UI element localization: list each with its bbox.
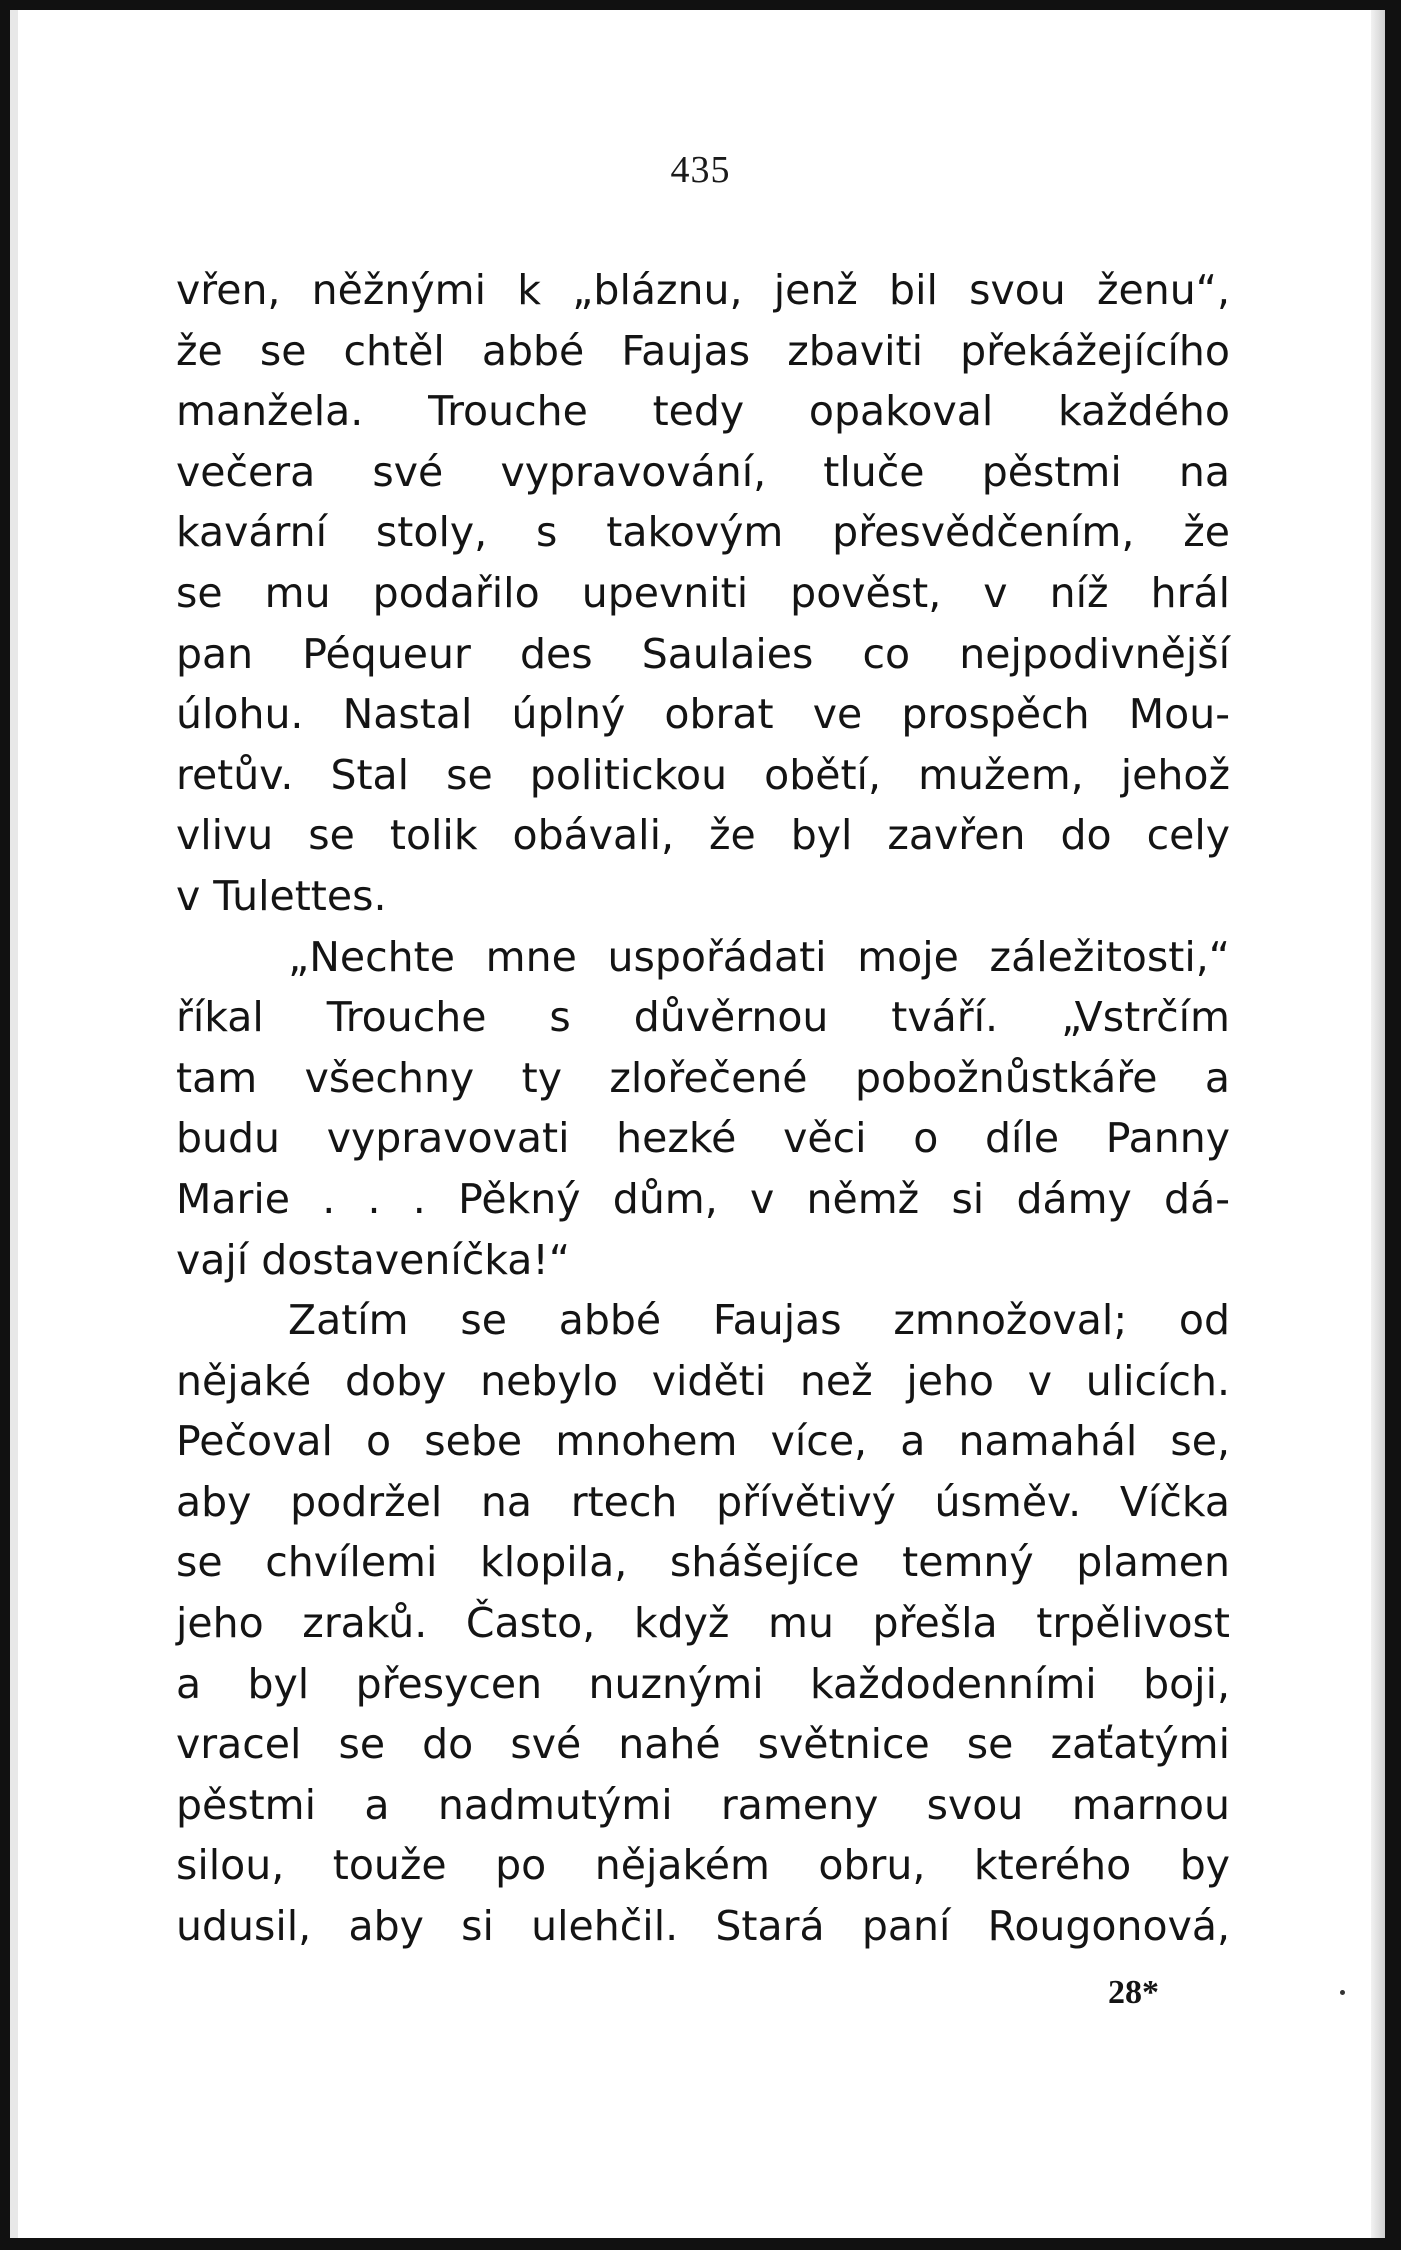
text-line-13: říkal Trouche s důvěrnou tváří. „Vstrčím [176,993,1230,1042]
text-line-4: večera své vypravování, tluče pěstmi na [176,447,1230,496]
text-line-25: vracel se do své nahé světnice se zaťatými [176,1720,1230,1769]
text-line-17: vají dostaveníčka!“ [176,1235,571,1284]
text-line-11: v Tulettes. [176,871,387,920]
printer-signature-mark: 28* [1108,1974,1159,2011]
text-line-21: aby podržel na rtech přívětivý úsměv. Víčka [176,1477,1230,1526]
scan-border-top [0,0,1401,10]
page-gutter-right [1371,10,1385,2250]
page-number: 435 [670,149,731,191]
text-line-2: že se chtěl abbé Faujas zbaviti překážejícího [176,326,1230,375]
text-line-16: Marie . . . Pěkný dům, v němž si dámy dá- [176,1174,1230,1223]
text-line-27: silou, touže po nějakém obru, kterého by [176,1841,1230,1890]
scan-speck [1340,1990,1345,1995]
text-line-14: tam všechny ty zlořečené pobožnůstkáře a [176,1053,1230,1102]
scan-border-right [1385,0,1401,2250]
text-line-26: pěstmi a nadmutými rameny svou marnou [176,1780,1230,1829]
text-line-7: pan Péqueur des Saulaies co nejpodivnější [176,629,1230,678]
body-text [176,260,1230,1957]
text-line-1: vřen, něžnými k „bláznu, jenž bil svou ženu“, [176,266,1230,314]
text-line-6: se mu podařilo upevniti pověst, v níž hrál [176,568,1230,617]
text-line-19: nějaké doby nebylo viděti než jeho v ulicích. [176,1356,1230,1405]
page-gutter-left [10,10,18,2250]
text-line-28: udusil, aby si ulehčil. Stará paní Rougonová, [176,1902,1230,1951]
scan-border-bottom [0,2238,1401,2250]
text-line-10: vlivu se tolik obávali, že byl zavřen do cely [176,811,1230,860]
text-line-22: se chvílemi klopila, shášejíce temný plamen [176,1538,1230,1587]
text-line-12: „Nechte mne uspořádati moje záležitosti,“ [288,932,1230,981]
text-line-18: Zatím se abbé Faujas zmnožoval; od [288,1296,1230,1345]
text-line-23: jeho zraků. Často, když mu přešla trpělivost [176,1599,1230,1648]
text-line-15: budu vypravovati hezké věci o díle Panny [176,1114,1230,1163]
text-line-5: kavární stoly, s takovým přesvědčením, že [176,508,1230,557]
text-line-3: manžela. Trouche tedy opakoval každého [176,387,1230,436]
scan-border-left [0,0,10,2250]
text-line-20: Pečoval o sebe mnohem více, a namahál se, [176,1417,1230,1466]
text-line-8: úlohu. Nastal úplný obrat ve prospěch Mou- [176,690,1230,739]
text-line-24: a byl přesycen nuznými každodenními boji, [176,1659,1230,1708]
text-line-9: retův. Stal se politickou obětí, mužem, jehož [176,750,1230,799]
